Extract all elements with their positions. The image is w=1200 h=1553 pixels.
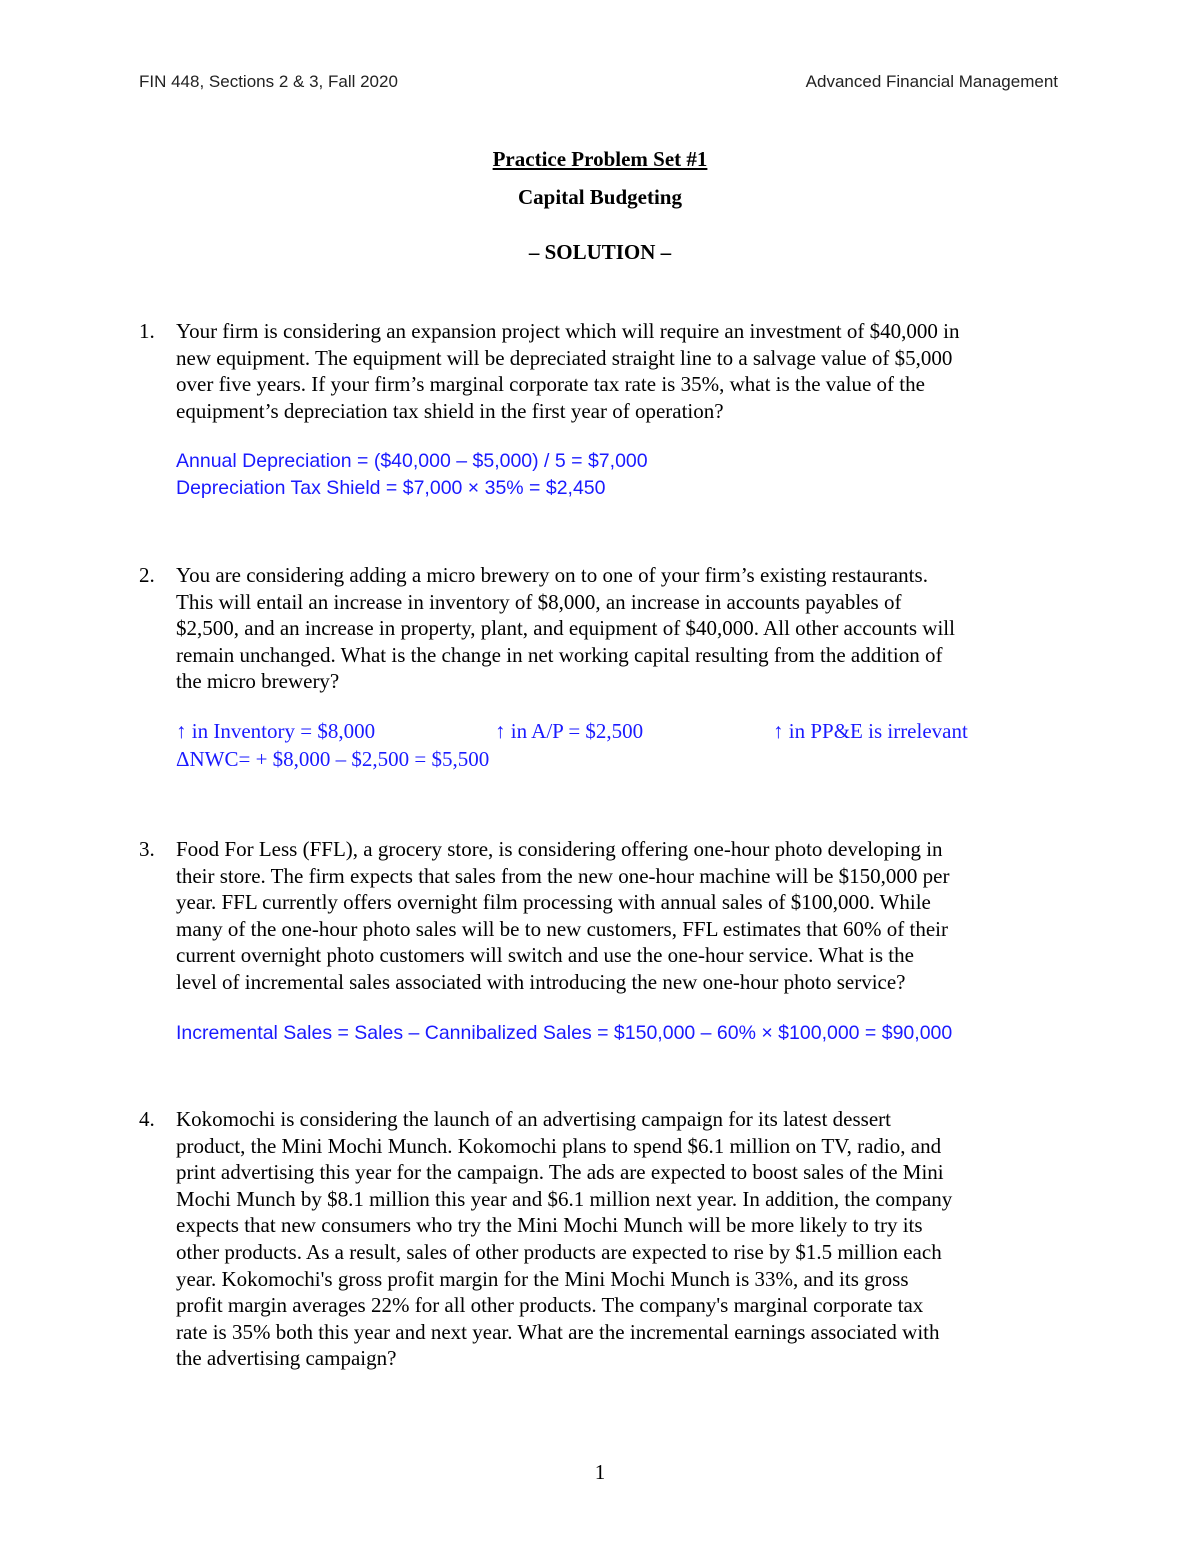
problem-text-line: $2,500, and an increase in property, plant, and equipment of $40,000. All other accounts will [176,616,955,641]
answer-line: ΔNWC= + $8,000 – $2,500 = $5,500 [176,746,490,771]
answer-line: Annual Depreciation = ($40,000 – $5,000) / 5 = $7,000 [176,450,648,473]
answer-inventory: ↑ in Inventory = $8,000 [176,718,376,743]
problem-2 [139,562,1069,773]
problem-text-line: print advertising this year for the campaign. The ads are expected to boost sales of the Mini [176,1160,944,1185]
problem-text-line: other products. As a result, sales of other products are expected to rise by $1.5 million each [176,1239,942,1264]
problem-text-line: equipment’s depreciation tax shield in the first year of operation? [176,398,724,423]
answer-block [176,448,1069,502]
answer-block [176,1020,1069,1047]
answer-block [176,717,1069,773]
problem-text-line: expects that new consumers who try the Mini Mochi Munch will be more likely to try its [176,1213,923,1238]
answer-payables: ↑ in A/P = $2,500 [495,718,644,743]
answer-ppe: ↑ in PP&E is irrelevant [773,718,968,743]
problem-number: 2. [139,563,155,587]
problem-text-line: This will entail an increase in inventory of $8,000, an increase in accounts payables of [176,589,902,614]
problem-1 [139,318,1069,502]
problem-number: 4. [139,1107,155,1131]
problem-text-line: Your firm is considering an expansion project which will require an investment of $40,000 in [176,319,960,343]
document-title: Practice Problem Set #1 [492,147,708,171]
problem-text-line: level of incremental sales associated with introducing the new one-hour photo service? [176,969,906,994]
problem-3 [139,836,1069,1047]
problem-text-line: You are considering adding a micro brewery on to one of your firm’s existing restaurants. [176,563,928,587]
problem-number: 3. [139,837,155,861]
document-subtitle: Capital Budgeting [518,185,682,209]
problem-text-line: remain unchanged. What is the change in net working capital resulting from the addition of [176,642,943,667]
problem-text-line: rate is 35% both this year and next year. What are the incremental earnings associated with [176,1319,940,1344]
answer-line: Incremental Sales = Sales – Cannibalized Sales = $150,000 – 60% × $100,000 = $90,000 [176,1021,953,1044]
problem-text-line: new equipment. The equipment will be depreciated straight line to a salvage value of $5,000 [176,345,953,370]
problem-text-line: profit margin averages 22% for all other products. The company's marginal corporate tax [176,1293,924,1318]
header-course: FIN 448, Sections 2 & 3, Fall 2020 [139,72,398,91]
solution-label: – SOLUTION – [528,240,672,264]
problem-text-line: over five years. If your firm’s marginal corporate tax rate is 35%, what is the value of the [176,372,925,397]
problem-text-line: the micro brewery? [176,669,340,694]
problem-text-line: year. Kokomochi's gross profit margin for the Mini Mochi Munch is 33%, and its gross [176,1266,909,1291]
header-course-title: Advanced Financial Management [805,72,1058,91]
problem-text-line: their store. The firm expects that sales from the new one-hour machine will be $150,000 per [176,863,950,888]
problem-text-line: many of the one-hour photo sales will be to new customers, FFL estimates that 60% of their [176,916,948,941]
problem-text-line: the advertising campaign? [176,1346,397,1371]
answer-columns [176,717,1069,745]
problem-4 [139,1106,1069,1372]
problem-text-line: Mochi Munch by $8.1 million this year and $6.1 million next year. In addition, the company [176,1186,953,1211]
answer-line: Depreciation Tax Shield = $7,000 × 35% = $2,450 [176,477,606,500]
problem-number: 1. [139,319,155,343]
problem-text-line: current overnight photo customers will switch and use the one-hour service. What is the [176,943,914,968]
problem-text-line: year. FFL currently offers overnight film processing with annual sales of $100,000. While [176,890,931,915]
problem-text-line: Kokomochi is considering the launch of an advertising campaign for its latest dessert [176,1107,891,1131]
page-number: 1 [594,1460,606,1484]
problem-text-line: product, the Mini Mochi Munch. Kokomochi plans to spend $6.1 million on TV, radio, and [176,1133,942,1158]
problem-text-line: Food For Less (FFL), a grocery store, is considering offering one-hour photo developing in [176,837,943,861]
